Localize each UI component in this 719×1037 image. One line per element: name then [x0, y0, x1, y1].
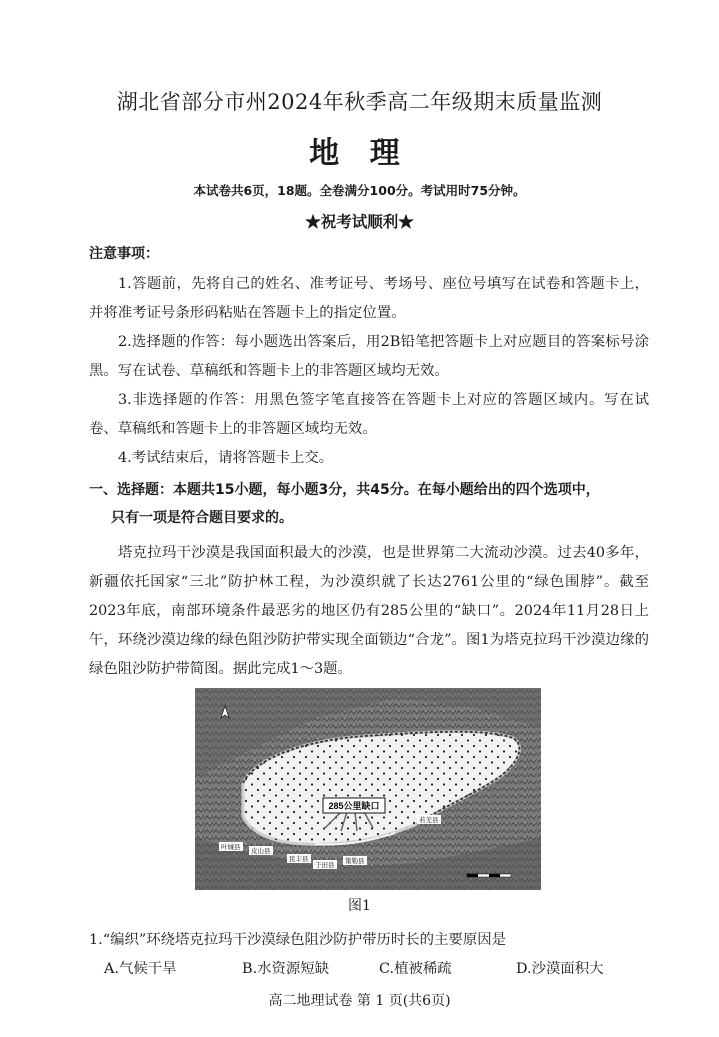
- notice-heading: 注意事项：: [89, 246, 159, 262]
- subject-title: 地 理: [309, 136, 410, 171]
- place-label-pishan: 皮山县: [251, 848, 271, 855]
- taklimakan-map: [195, 688, 541, 890]
- gap-label: 285公里缺口: [328, 801, 380, 811]
- question-1-stem: 1.“编织”环绕塔克拉玛干沙漠绿色阻沙防护带历时长的主要原因是: [89, 932, 506, 948]
- option-a: A.气候干旱: [104, 961, 177, 977]
- good-luck-banner: ★祝考试顺利★: [305, 212, 414, 231]
- place-label-minfeng: 民丰县: [289, 856, 309, 863]
- option-c: C.植被稀疏: [379, 961, 452, 977]
- scale-bar-icon: [467, 874, 511, 877]
- notice-item-3: 3.非选择题的作答：用黑色签字笔直接答在答题卡上对应的答题区域内。写在试卷、草稿纸和答题卡上的非答题区域均无效。: [89, 392, 649, 437]
- section-heading: [89, 476, 664, 532]
- exam-title: 湖北省部分市州2024年秋季高二年级期末质量监测: [116, 90, 603, 114]
- option-d: D.沙漠面积大: [516, 961, 604, 977]
- section-heading-line1: 一、选择题：本题共15小题，每小题3分，共45分。在每小题给出的四个选项中，: [89, 482, 600, 498]
- place-label-yecheng: 叶城县: [221, 844, 241, 851]
- reading-passage: 塔克拉玛干沙漠是我国面积最大的沙漠，也是世界第二大流动沙漠。过去40多年，新疆依托国家“三北”防护林工程，为沙漠织就了长达2761公里的“绿色围脖”。截至2023年底，南部环境条件最恶劣的地区仍有285公里的“缺口”。2024年11月28日上午，环绕沙漠边缘的绿色阻沙防护带实现全面锁边“合龙”。图1为塔克拉玛干沙漠边缘的绿色阻沙防护带简图。据此完成1～3题。: [89, 545, 649, 677]
- section-heading-line2: 只有一项是符合题目要求的。: [111, 510, 293, 526]
- place-label-cele: 策勒县: [345, 858, 365, 865]
- place-label-ruoqiang: 若羌县: [419, 817, 439, 824]
- exam-info: 本试卷共6页，18题。全卷满分100分。考试用时75分钟。: [193, 183, 526, 198]
- place-label-yutian: 于田县: [315, 862, 335, 869]
- notice-item-2: 2.选择题的作答：每小题选出答案后，用2B铅笔把答题卡上对应题目的答案标号涂黑。写在试卷、草稿纸和答题卡上的非答题区域均无效。: [89, 334, 649, 379]
- page-footer: 高二地理试卷 第 1 页(共6页): [268, 993, 451, 1009]
- option-b: B.水资源短缺: [242, 961, 330, 977]
- notice-item-1: 1.答题前，先将自己的姓名、准考证号、考场号、座位号填写在试卷和答题卡上，并将准考证号条形码粘贴在答题卡上的指定位置。: [89, 276, 649, 321]
- notice-item-4: 4.考试结束后，请将答题卡上交。: [118, 450, 334, 466]
- figure-caption: 图1: [348, 898, 371, 914]
